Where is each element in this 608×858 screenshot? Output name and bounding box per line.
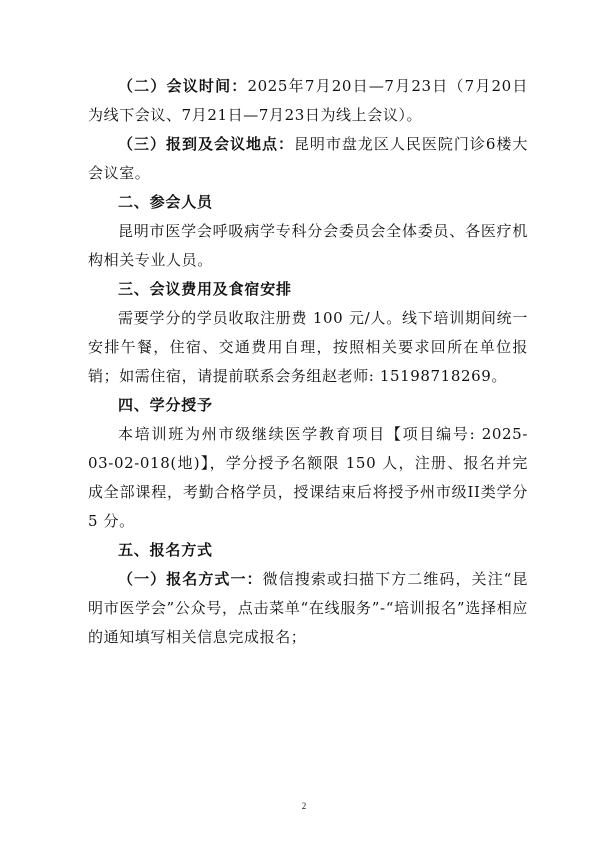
- heading-credits: 四、学分授予: [118, 396, 213, 414]
- page-number: 2: [301, 801, 307, 811]
- heading-attendees: 二、参会人员: [118, 193, 213, 211]
- meeting-location-label: （三）报到及会议地点：: [118, 135, 294, 153]
- paragraph-credits: 本培训班为州市级继续医学教育项目【项目编号: 2025-03-02-018(地)】，学分授予名额限 150 人，注册、报名并完成全部课程，考勤合格学员，授课结束后将授予州市级II类学分 5 分。: [88, 425, 528, 530]
- document-body: [88, 72, 528, 652]
- paragraph-attendees: 昆明市医学会呼吸病学专科分会委员会全体委员、各医疗机构相关专业人员。: [88, 222, 528, 269]
- registration-method-one-text: 微信搜索或扫描下方二维码，关注“昆明市医学会”公众号，点击菜单“在线服务”-“培训报名”选择相应的通知填写相关信息完成报名；: [88, 570, 528, 646]
- meeting-location-text: 昆明市盘龙区人民医院门诊6楼大会议室。: [88, 135, 528, 182]
- registration-method-one-label: （一）报名方式一：: [118, 570, 263, 588]
- meeting-time-label: （二）会议时间：: [118, 77, 248, 95]
- heading-fees: 三、会议费用及食宿安排: [118, 280, 292, 298]
- heading-registration: 五、报名方式: [118, 541, 213, 559]
- paragraph-meeting-location: [88, 130, 528, 188]
- paragraph-fees: 需要学分的学员收取注册费 100 元/人。线下培训期间统一安排午餐，住宿、交通费用自理，按照相关要求回所在单位报销；如需住宿，请提前联系会务组赵老师: 15198718269。: [88, 309, 528, 385]
- paragraph-meeting-time: [88, 72, 528, 130]
- meeting-time-text: 2025年7月20日—7月23日（7月20日为线下会议、7月21日—7月23日为线上会议）。: [88, 77, 528, 124]
- paragraph-registration-method-one: [88, 565, 528, 652]
